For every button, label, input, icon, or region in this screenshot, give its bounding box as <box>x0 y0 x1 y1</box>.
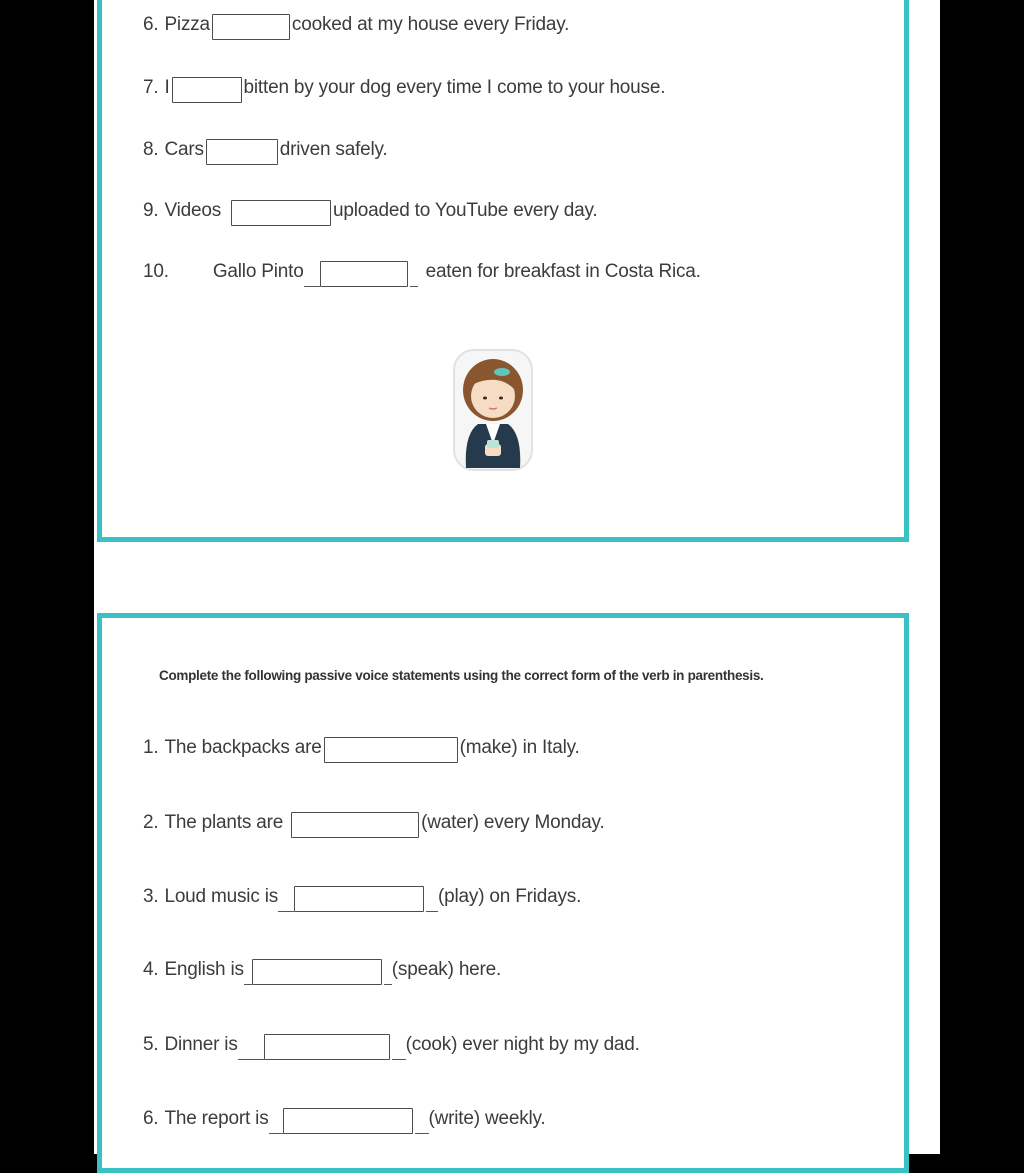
question-number: 3. <box>143 886 159 907</box>
question-text-after: driven safely. <box>279 139 388 160</box>
question-number: 9. <box>143 200 159 221</box>
question-text-before: The backpacks are <box>164 737 322 758</box>
answer-underline <box>426 910 438 912</box>
question-row <box>143 196 597 222</box>
question-text-before: Cars <box>164 139 204 160</box>
question-row <box>143 73 665 99</box>
question-text-after: (play) on Fridays. <box>438 886 582 907</box>
answer-underline <box>384 983 392 985</box>
question-row <box>143 1104 546 1130</box>
answer-box[interactable] <box>283 1108 413 1134</box>
question-row <box>143 955 501 981</box>
question-row <box>143 135 388 161</box>
question-text-before: The plants are <box>164 812 284 833</box>
question-number: 6. <box>143 14 159 35</box>
answer-underline <box>244 983 252 985</box>
question-row <box>143 882 581 908</box>
question-text-after: cooked at my house every Friday. <box>291 14 570 35</box>
answer-underline <box>278 910 294 912</box>
question-text-after: (speak) here. <box>391 959 502 980</box>
question-text-before: Gallo Pinto <box>212 261 304 282</box>
answer-underline <box>410 285 418 287</box>
answer-underline <box>415 1132 429 1134</box>
question-text-before: Dinner is <box>164 1034 238 1055</box>
question-number: 8. <box>143 139 159 160</box>
question-number: 5. <box>143 1034 159 1055</box>
question-number: 7. <box>143 77 159 98</box>
answer-underline <box>392 1058 406 1060</box>
question-text-before: Pizza <box>164 14 210 35</box>
question-number: 6. <box>143 1108 159 1129</box>
question-text-before: I <box>164 77 170 98</box>
question-text-before: Loud music is <box>164 886 279 907</box>
question-text-after: (make) in Italy. <box>459 737 580 758</box>
answer-underline <box>238 1058 264 1060</box>
question-number: 4. <box>143 959 159 980</box>
question-text-before: English is <box>164 959 244 980</box>
question-row <box>143 1030 640 1056</box>
answer-box[interactable] <box>212 14 290 40</box>
question-number: 2. <box>143 812 159 833</box>
answer-box[interactable] <box>320 261 408 287</box>
question-number: 1. <box>143 737 159 758</box>
answer-box[interactable] <box>291 812 419 838</box>
answer-box[interactable] <box>324 737 458 763</box>
question-text-after: (write) weekly. <box>428 1108 546 1129</box>
student-avatar-illustration <box>452 348 534 472</box>
answer-box[interactable] <box>172 77 242 103</box>
instructions-text: Complete the following passive voice statements using the correct form of the verb in parenthesis. <box>159 668 764 683</box>
question-text-after: (cook) ever night by my dad. <box>405 1034 640 1055</box>
answer-box[interactable] <box>294 886 424 912</box>
question-text-before: The report is <box>164 1108 269 1129</box>
question-row <box>143 10 569 36</box>
answer-box[interactable] <box>264 1034 390 1060</box>
question-number: 10. <box>143 261 169 282</box>
question-text-after: eaten for breakfast in Costa Rica. <box>425 261 701 282</box>
question-text-after: uploaded to YouTube every day. <box>333 200 598 221</box>
answer-box[interactable] <box>252 959 382 985</box>
answer-box[interactable] <box>231 200 331 226</box>
question-text-before: Videos <box>164 200 222 221</box>
answer-underline <box>304 285 320 287</box>
question-text-after: (water) every Monday. <box>421 812 605 833</box>
answer-box[interactable] <box>206 139 278 165</box>
question-row <box>143 808 605 834</box>
question-row <box>143 733 580 759</box>
question-text-after: bitten by your dog every time I come to your house. <box>243 77 666 98</box>
question-row <box>143 257 701 283</box>
answer-underline <box>269 1132 283 1134</box>
